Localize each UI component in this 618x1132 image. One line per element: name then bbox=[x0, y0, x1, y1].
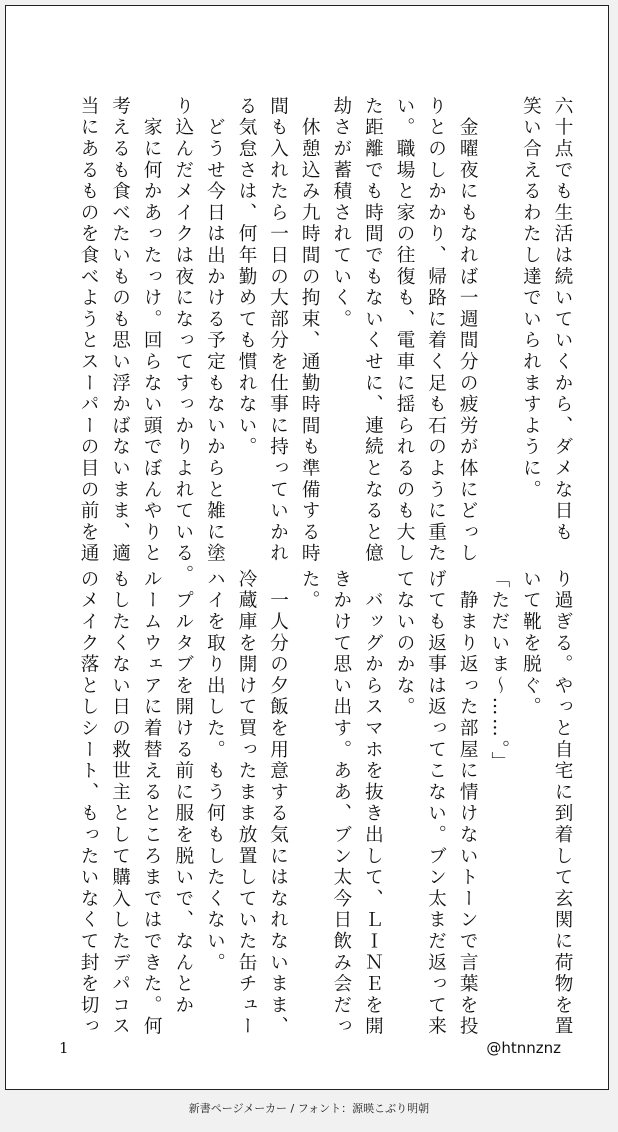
text-line: きかけて思い出す。ああ、ブン太今日飲み会だっ bbox=[330, 569, 352, 1038]
text-line: げても返事は返ってこない。ブン太まだ返って来 bbox=[425, 569, 447, 1038]
text-line: どうせ今日は出かける予定もないからと雑に塗 bbox=[204, 96, 226, 565]
text-line: 「ただいま〜……。」 bbox=[488, 569, 510, 773]
text-line: 考えるも食べたいものも思い浮かばないまま、適 bbox=[109, 96, 131, 565]
text-line: のメイク落としシート、もったいなくて封を切っ bbox=[78, 569, 99, 1038]
book-page bbox=[5, 5, 609, 1090]
text-line: た距離でも時間でもないくせに、連続となると億 bbox=[362, 96, 384, 565]
text-line: 六十点でも生活は続いていくから、ダメな日も bbox=[552, 96, 573, 544]
text-line: 一人分の夕飯を用意する気にはなれないまま、 bbox=[267, 569, 289, 1038]
text-line: い。職場と家の往復も、電車に揺られるのも大し bbox=[394, 96, 415, 565]
text-line: ハイを取り出した。もう何もしたくない。 bbox=[204, 569, 226, 974]
page-number: 1 bbox=[59, 1039, 69, 1057]
text-line: 間も入れたら一日の大部分を仕事に持っていかれ bbox=[267, 96, 289, 565]
text-line: プルタブを開ける前に服を脱いで、なんとか bbox=[172, 569, 194, 1017]
text-line: バッグからスマホを抜き出して、ＬＩＮＥを開 bbox=[362, 569, 384, 1038]
text-line: てないのかな。 bbox=[394, 569, 415, 719]
text-line: もしたくない日の救世主として購入したデパコス bbox=[109, 569, 131, 1038]
footer-credit: 新書ページメーカー / フォント：源暎こぶり明朝 bbox=[188, 1102, 430, 1115]
author-handle: @htnnznz bbox=[486, 1039, 561, 1057]
text-line: りとのしかかり、帰路に着く足も石のように重た bbox=[425, 96, 447, 565]
text-line: 静まり返った部屋に情けないトーンで言葉を投 bbox=[457, 569, 479, 1038]
text-line: り過ぎる。やっと自宅に到着して玄関に荷物を置 bbox=[552, 569, 573, 1038]
text-block-upper bbox=[26, 96, 588, 586]
text-line: 当にあるものを食べようとスーパーの目の前を通 bbox=[78, 96, 99, 565]
text-line: 金曜夜にもなれば一週間分の疲労が体にどっし bbox=[457, 96, 479, 565]
text-line: 休憩込み九時間の拘束、通勤時間も準備する時 bbox=[299, 96, 321, 565]
text-block-lower bbox=[26, 569, 588, 1038]
text-line: た。 bbox=[299, 569, 321, 612]
text-line: 冷蔵庫を開けて買ったまま放置していた缶チュー bbox=[236, 569, 257, 1038]
text-line: 笑い合えるわたし達でいられますように。 bbox=[520, 96, 542, 501]
text-line: り込んだメイクは夜になってすっかりよれている。 bbox=[172, 96, 194, 586]
text-line: ルームウェアに着替えるところまではできた。何 bbox=[141, 569, 163, 1038]
text-line bbox=[491, 96, 513, 536]
text-line: 家に何かあったっけ。回らない頭でぼんやりと bbox=[141, 96, 163, 565]
text-line: る気怠さは、何年勤めても慣れない。 bbox=[236, 96, 257, 459]
text-line: 劫さが蓄積されていく。 bbox=[330, 96, 352, 331]
text-line: いて靴を脱ぐ。 bbox=[520, 569, 542, 719]
